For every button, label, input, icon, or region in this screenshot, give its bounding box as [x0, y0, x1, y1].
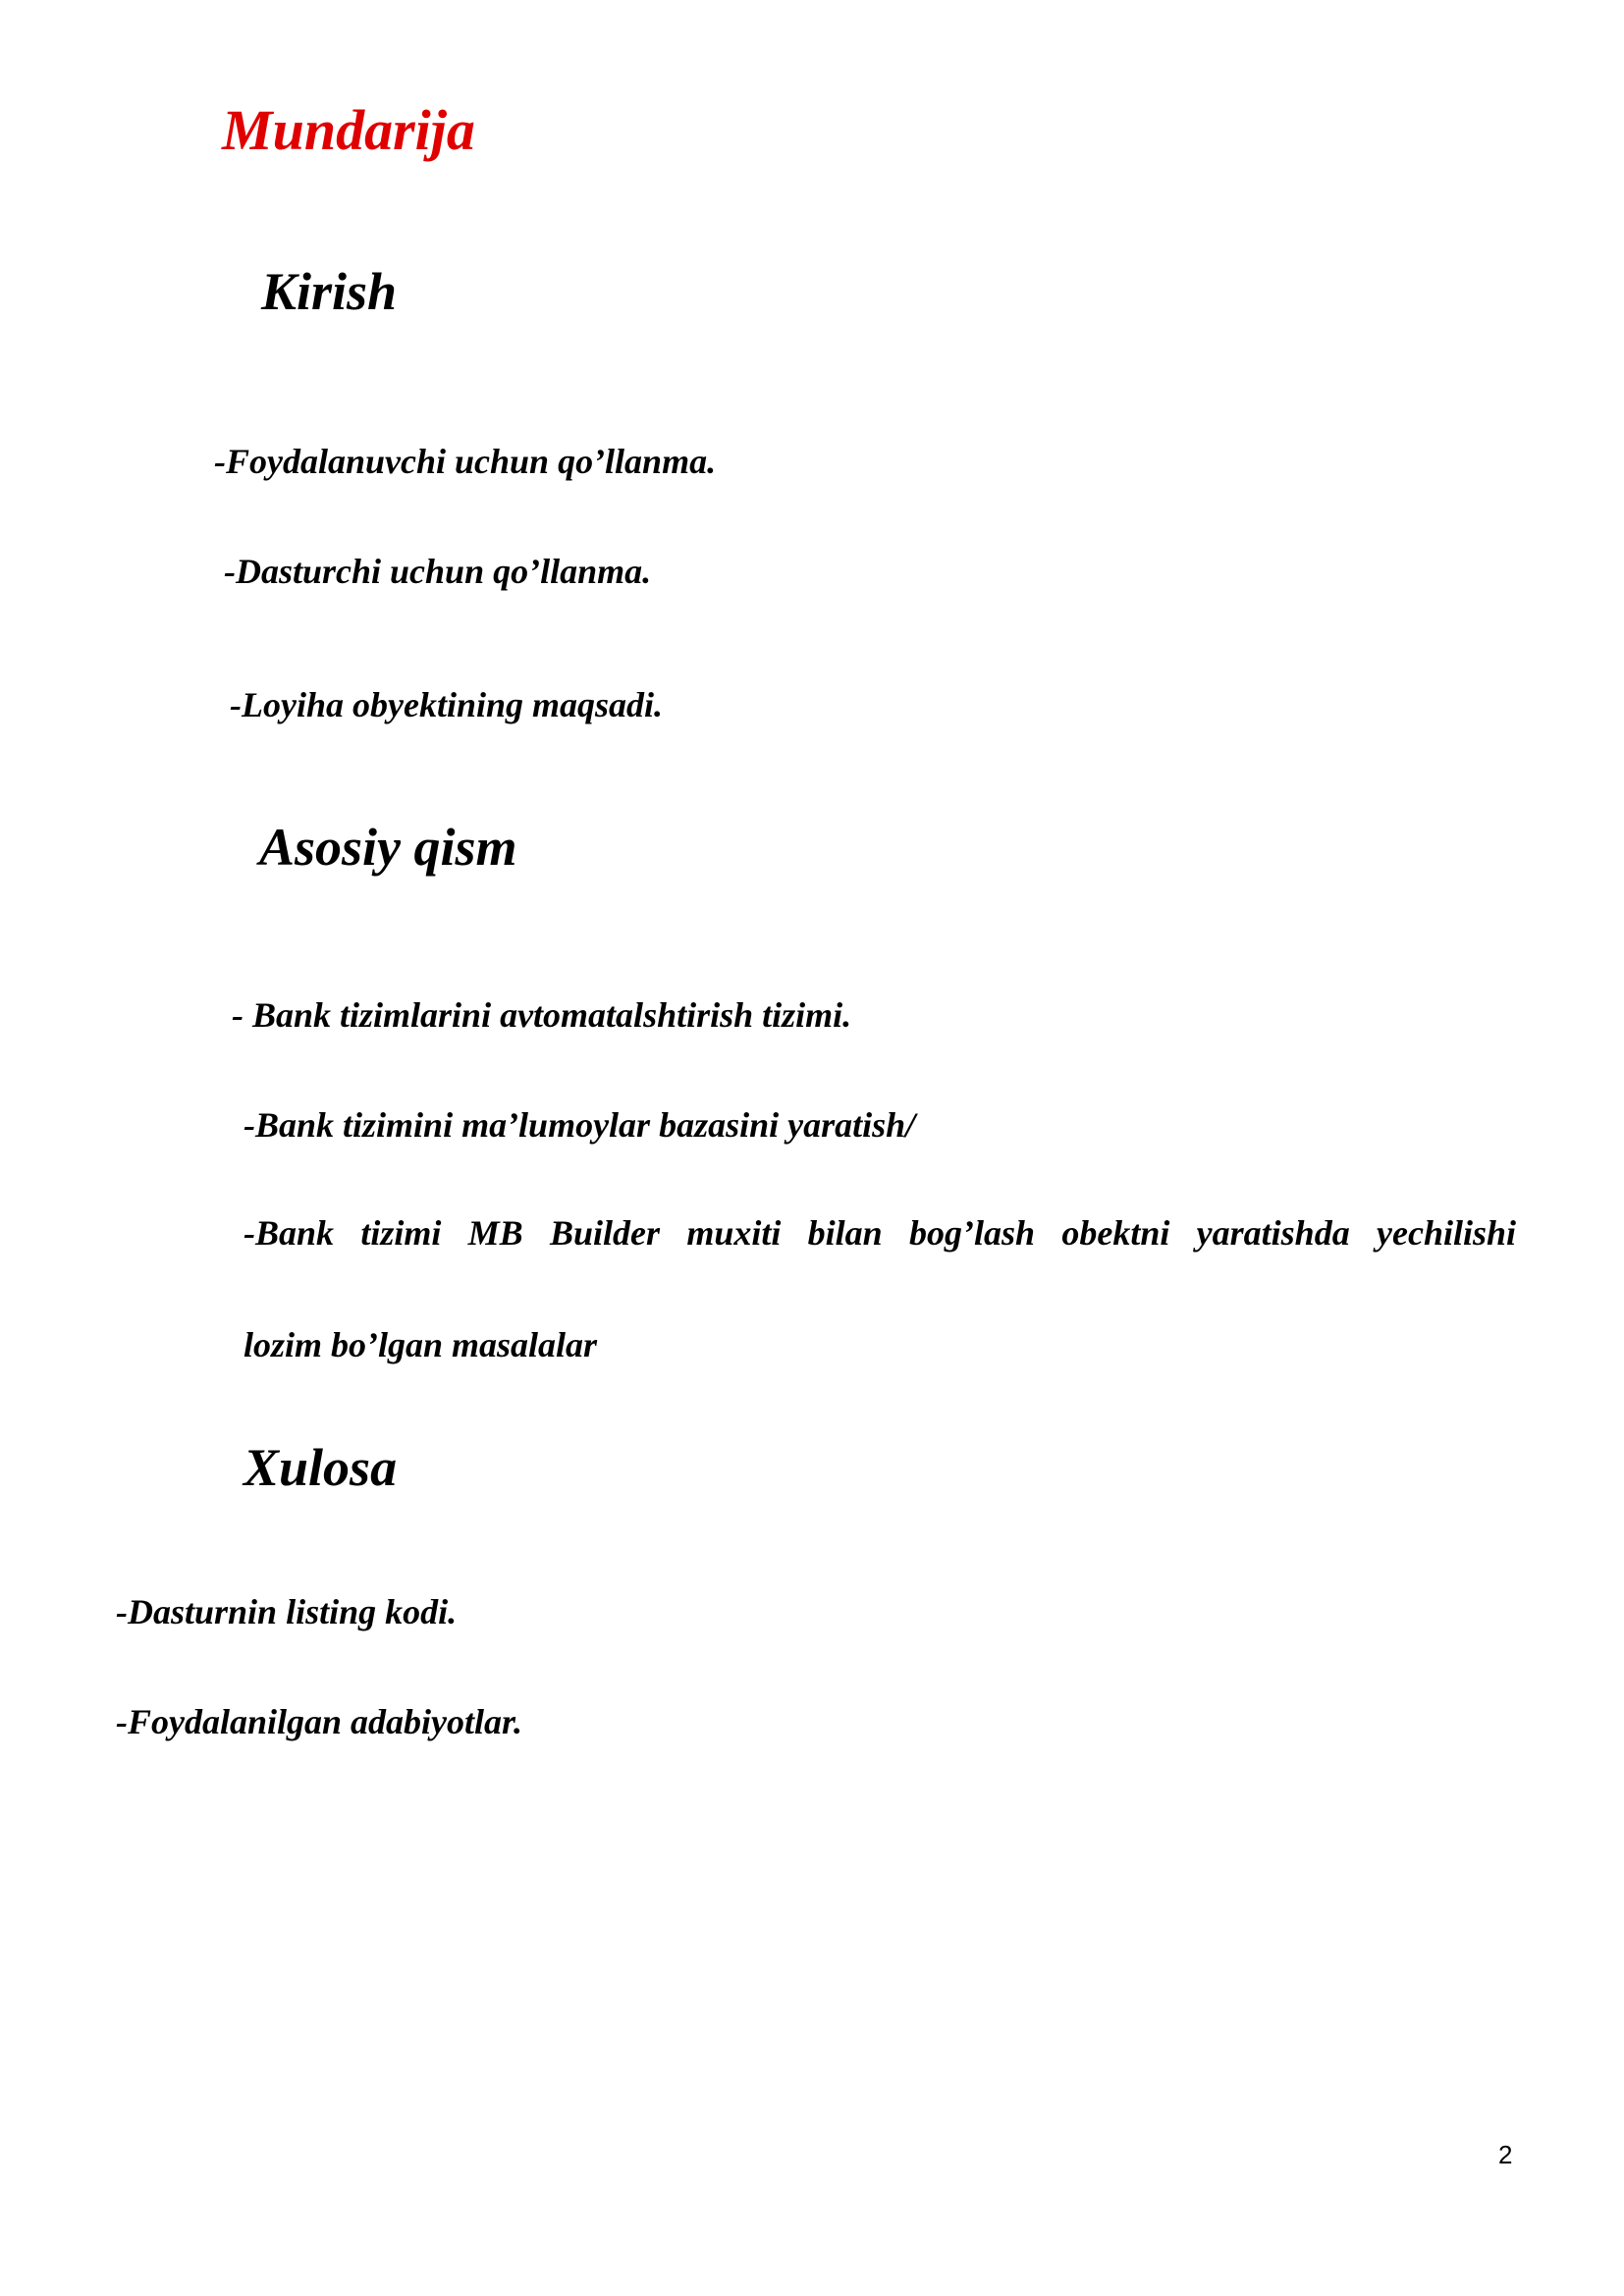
contents-title: Mundarija — [222, 98, 475, 162]
toc-item-bank-automation: - Bank tizimlarini avtomatalshtirish tizimi. — [232, 995, 852, 1035]
toc-item-project-goal: -Loyiha obyektining maqsadi. — [230, 685, 663, 724]
page-number: 2 — [1498, 2140, 1513, 2169]
toc-item-mb-builder: -Bank tizimi MB Builder muxiti bilan bog’lash obektni yaratishda yechilishi — [244, 1213, 1516, 1253]
toc-item-references: -Foydalanilgan adabiyotlar. — [116, 1702, 523, 1741]
toc-item-listing-code: -Dasturnin listing kodi. — [116, 1592, 458, 1631]
toc-item-user-guide: -Foydalanuvchi uchun qo’llanma. — [214, 442, 717, 481]
heading-conclusion: Xulosa — [244, 1438, 398, 1497]
toc-item-bank-database: -Bank tizimini ma’lumoylar bazasini yaratish/ — [244, 1105, 916, 1145]
heading-introduction: Kirish — [261, 262, 398, 321]
toc-item-developer-guide: -Dasturchi uchun qo’llanma. — [224, 552, 652, 591]
toc-item-mb-builder-continued: lozim bo’lgan masalalar — [244, 1325, 598, 1364]
heading-main-part: Asosiy qism — [259, 818, 517, 877]
